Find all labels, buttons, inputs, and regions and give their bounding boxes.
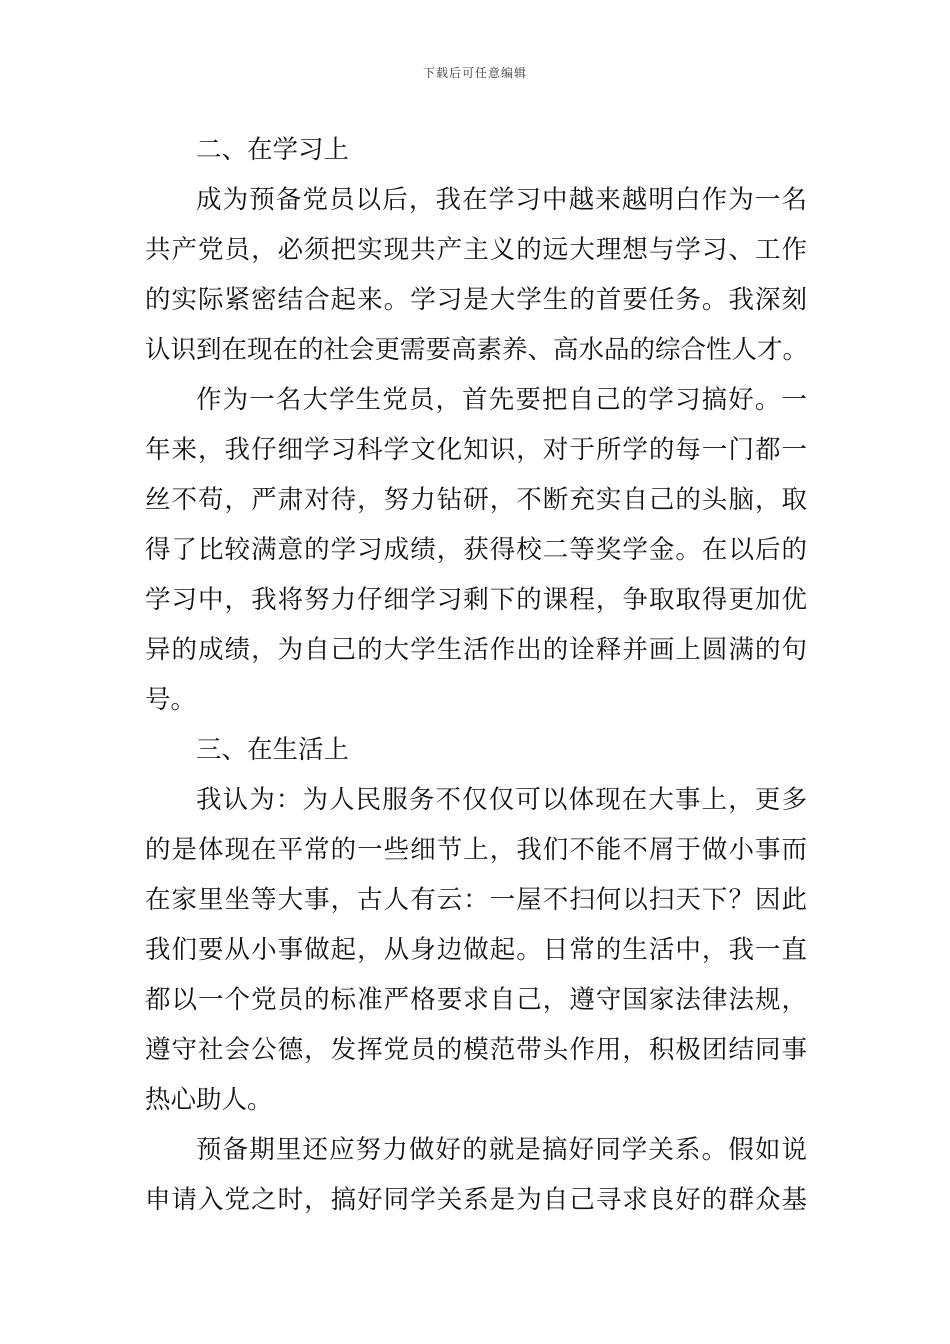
text-line: 认识到在现在的社会更需要高素养、高水品的综合性人才。	[145, 335, 809, 365]
text-line: 异的成绩，为自己的大学生活作出的诠释并画上圆满的句	[145, 635, 807, 665]
text-line: 丝不苟，严肃对待，努力钻研，不断充实自己的头脑，取	[145, 485, 807, 515]
text-line: 我认为：为人民服务不仅仅可以体现在大事上，更多	[196, 785, 807, 815]
text-line: 得了比较满意的学习成绩，获得校二等奖学金。在以后的	[145, 535, 807, 565]
text-line: 我们要从小事做起，从身边做起。日常的生活中，我一直	[145, 935, 807, 965]
text-line: 的是体现在平常的一些细节上，我们不能不屑于做小事而	[145, 835, 807, 865]
text-line: 在家里坐等大事，古人有云：一屋不扫何以扫天下？因此	[145, 885, 807, 915]
header-note: 下载后可任意编辑	[422, 66, 527, 80]
text-line: 成为预备党员以后，我在学习中越来越明白作为一名	[196, 185, 807, 215]
text-line: 号。	[145, 685, 197, 715]
text-line: 二、在学习上	[196, 135, 350, 165]
text-line: 作为一名大学生党员，首先要把自己的学习搞好。一	[196, 385, 807, 415]
text-line: 热心助人。	[145, 1085, 273, 1115]
text-line: 预备期里还应努力做好的就是搞好同学关系。假如说	[196, 1135, 807, 1165]
text-line: 的实际紧密结合起来。学习是大学生的首要任务。我深刻	[145, 285, 807, 315]
text-line: 学习中，我将努力仔细学习剩下的课程，争取取得更加优	[145, 585, 807, 615]
text-line: 共产党员，必须把实现共产主义的远大理想与学习、工作	[145, 235, 807, 265]
text-line: 三、在生活上	[196, 735, 350, 765]
text-line: 都以一个党员的标准严格要求自己，遵守国家法律法规，	[145, 985, 807, 1015]
text-line: 遵守社会公德，发挥党员的模范带头作用，积极团结同事	[145, 1035, 807, 1065]
text-line: 年来，我仔细学习科学文化知识，对于所学的每一门都一	[145, 435, 807, 465]
body-text	[145, 125, 807, 1225]
text-line: 申请入党之时，搞好同学关系是为自己寻求良好的群众基	[145, 1185, 807, 1215]
